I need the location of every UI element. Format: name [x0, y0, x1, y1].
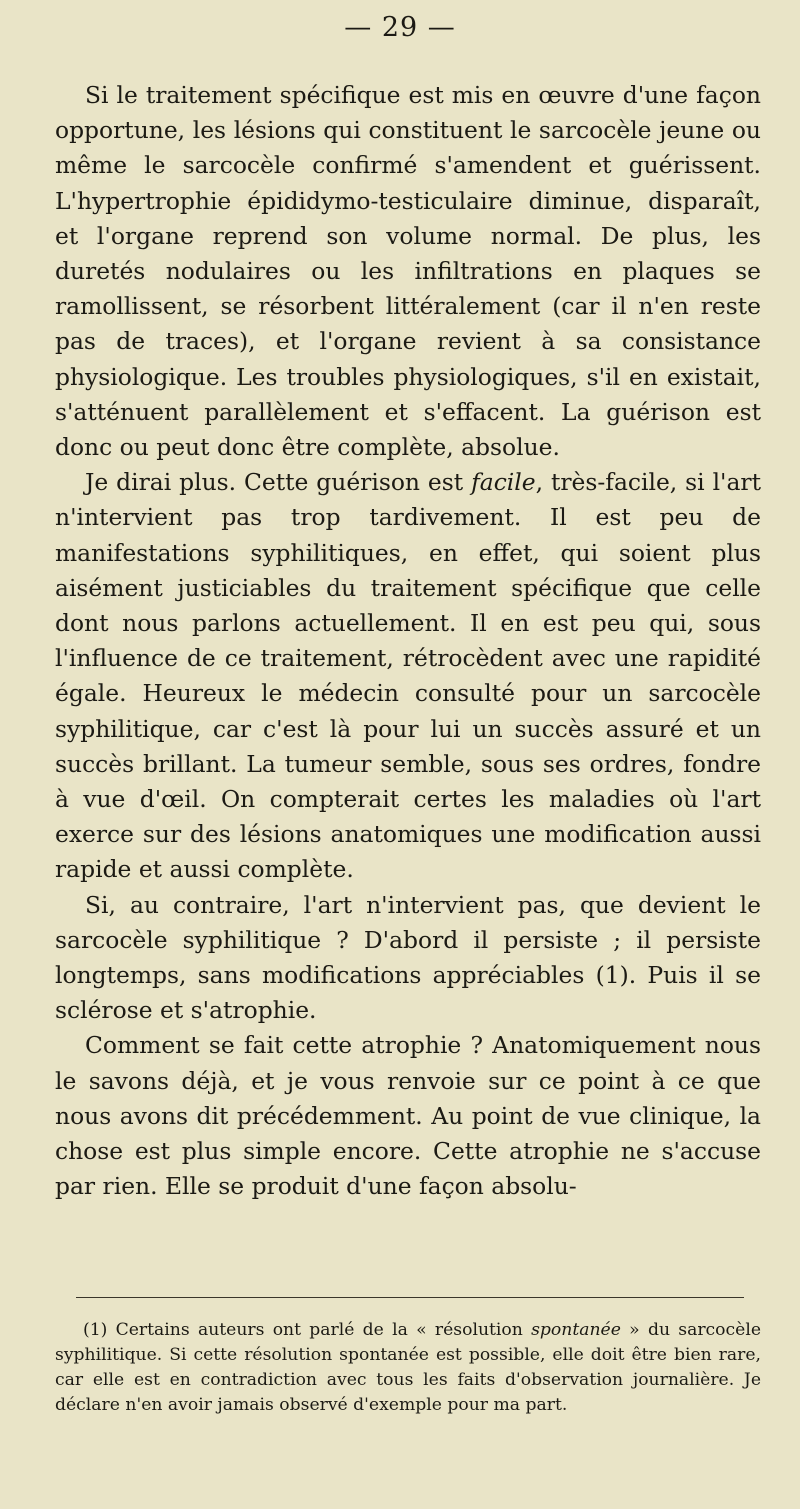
paragraph-1: Si le traitement spécifique est mis en œuvre d'une façon opportune, les lésions qui constituent le sarcocèle jeune ou même le sarcocèle confirmé s'amendent et guérissent. L'hypertrophie épididymo-testiculaire diminue, disparaît, et l'organe reprend son volume normal. De plus, les duretés nodulaires ou les infiltrations en plaques se ramollissent, se résorbent littéralement (car il n'en reste pas de traces), et l'organe revient à sa consistance physiologique. Les troubles physiologiques, s'il en existait, s'atténuent parallèlement et s'effacent. La guérison est donc ou peut donc être complète, absolue.	[55, 81, 761, 462]
paragraph-3: Si, au contraire, l'art n'intervient pas, que devient le sarcocèle syphilitique ? D'abord il persiste ; il persiste longtemps, sans modifications appréciables (1). Puis il se sclérose et s'atrophie.	[55, 890, 761, 1025]
main-text	[55, 78, 761, 1205]
paragraph-2-start: Je dirai plus. Cette guérison est	[85, 468, 472, 497]
paragraph-4: Comment se fait cette atrophie ? Anatomiquement nous le savons déjà, et je vous renvoie sur ce point à ce que nous avons dit précédemment. Au point de vue clinique, la chose est plus simple encore. Cette atrophie ne s'accuse par rien. Elle se produit d'une façon absolu-	[55, 1031, 761, 1201]
footnote-rest: » du sarcocèle syphilitique. Si cette résolution spontanée est possible, elle doit être bien rare, car elle est en contradiction avec tous les faits d'observation journalière. Je déclare n'en avoir jamais observé d'exemple pour ma part.	[55, 1320, 761, 1415]
footnote-separator	[76, 1297, 744, 1298]
emphasis-spontanee: spontanée	[531, 1320, 621, 1340]
paragraph-2	[55, 465, 761, 887]
page-number: — 29 —	[344, 12, 456, 43]
footnote-start: (1) Certains auteurs ont parlé de la « résolution	[83, 1320, 532, 1340]
footnote	[55, 1318, 761, 1418]
paragraph-2-rest: , très-facile, si l'art n'intervient pas trop tardivement. Il est peu de manifestations syphilitiques, en effet, qui soient plus aisément justiciables du traitement spécifique que celle dont nous parlons actuellement. Il en est peu qui, sous l'influence de ce traitement, rétrocèdent avec une rapidité égale. Heureux le médecin consulté pour un sarcocèle syphilitique, car c'est là pour lui un succès assuré et un succès brillant. La tumeur semble, sous ses ordres, fondre à vue d'œil. On compterait certes les maladies où l'art exerce sur des lésions anatomiques une modification aussi rapide et aussi complète.	[55, 468, 762, 884]
emphasis-facile: facile	[471, 468, 536, 497]
footnote-1	[55, 1318, 761, 1418]
